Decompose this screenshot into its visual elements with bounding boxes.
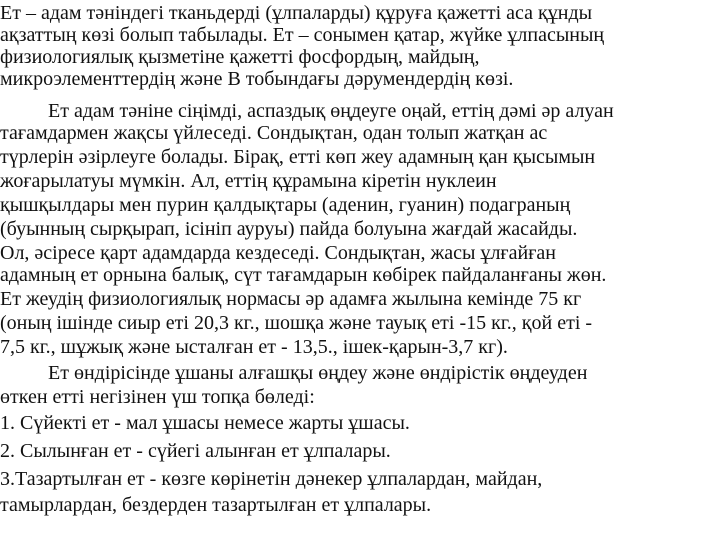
text-line: Ет жеудің физиологиялық нормасы әр адамға жылына кемінде 75 кг (0, 288, 582, 310)
text-line: ақзаттың көзі болып табылады. Ет – сонымен қатар, жүйке ұлпасының (0, 24, 605, 46)
paragraph-first-line: Ет өндірісінде ұшаны алғашқы өңдеу және өндірістік өңдеуден (48, 362, 588, 384)
text-line: физиологиялық қызметіне қажетті фосфордың, майдың, (0, 46, 480, 68)
text-line: тамырлардан, бездерден тазартылған ет ұлпалары. (0, 494, 432, 516)
text-line: адамның ет орнына балық, сүт тағамдарын көбірек пайдаланғаны жөн. (0, 264, 607, 286)
text-line: (оның ішінде сиыр еті 20,3 кг., шошқа және тауық еті -15 кг., қой еті - (0, 312, 593, 334)
list-item: 2. Сылынған ет - сүйегі алынған ет ұлпалары. (0, 440, 391, 462)
text-line: тағамдармен жақсы үйлеседі. Сондықтан, одан толып жатқан ас (0, 122, 548, 144)
text-line: қышқылдары мен пурин қалдықтары (аденин, гуанин) подаграның (0, 194, 571, 216)
text-line: Ет – адам тәніндегі тканьдерді (ұлпаларды) құруға қажетті аса құнды (0, 2, 593, 24)
paragraph-first-line: Ет адам тәніне сіңімді, аспаздық өңдеуге оңай, еттің дәмі әр алуан (48, 100, 614, 122)
text-line: 7,5 кг., шұжық және ысталған ет - 13,5., ішек-қарын-3,7 кг). (0, 336, 508, 358)
text-line: жоғарылатуы мүмкін. Ал, еттің құрамына кіретін нуклеин (0, 170, 497, 192)
list-item: 3.Тазартылған ет - көзге көрінетін дәнекер ұлпалардан, майдан, (0, 468, 543, 490)
text-line: түрлерін әзірлеуге болады. Бірақ, етті көп жеу адамның қан қысымын (0, 146, 596, 168)
text-line: өткен етті негізінен үш топқа бөледі: (0, 386, 315, 408)
text-line: (буынның сырқырап, ісініп ауруы) пайда болуына жағдай жасайды. (0, 218, 578, 240)
list-item: 1. Сүйекті ет - мал ұшасы немесе жарты ұшасы. (0, 412, 410, 434)
text-line: Ол, әсіресе қарт адамдарда кездеседі. Сондықтан, жасы ұлғайған (0, 242, 556, 264)
text-line: микроэлементтердің және В тобындағы дәрумендердің көзі. (0, 68, 514, 90)
